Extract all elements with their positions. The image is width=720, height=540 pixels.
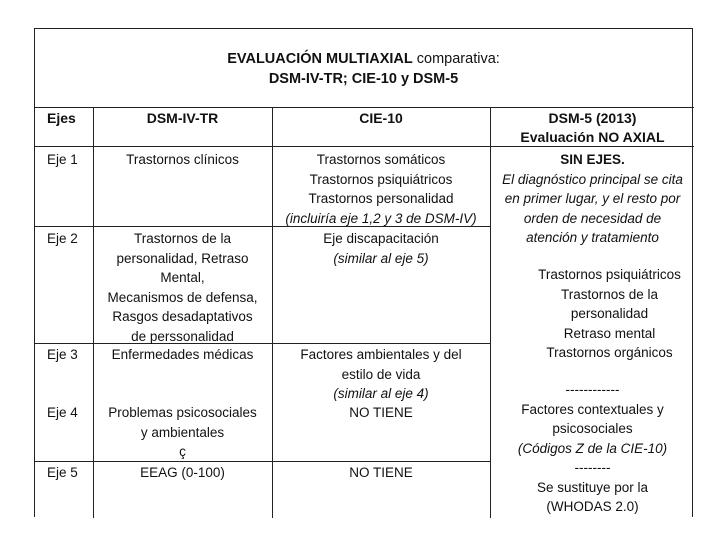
dsm5-sin-ejes: SIN EJES.	[560, 152, 625, 167]
eje2-label: Eje 2	[47, 231, 78, 246]
eje4-cie10: NO TIENE	[349, 405, 413, 420]
eje3-cie10	[272, 345, 490, 404]
dsm5-whodas-line: Se sustituye por la	[536, 479, 649, 495]
eje4-dsm4-line: y ambientales	[140, 424, 225, 440]
dsm5-separator: --------	[574, 460, 611, 475]
eje3-cie10-note: (similar al eje 4)	[333, 386, 429, 401]
header-dsm5-line2: Evaluación NO AXIAL	[520, 129, 665, 145]
dsm5-separator: ------------	[565, 382, 620, 397]
dsm5-whodas-line: (WHODAS 2.0)	[546, 499, 639, 514]
eje1-label: Eje 1	[47, 152, 78, 167]
eje4-dsm4-line: ç	[179, 444, 186, 459]
title-line2: DSM-IV-TR; CIE-10 y DSM-5	[268, 71, 459, 87]
eje2-cie10-line: Eje discapacitación	[323, 231, 439, 246]
eje2-dsm4	[93, 229, 272, 346]
dsm5-disorder-line: Trastornos psiquiátricos	[538, 267, 681, 282]
dsm5-disorders	[508, 265, 711, 363]
eje3-cie10-line: Factores ambientales y del	[300, 347, 462, 362]
eje3-dsm4: Enfermedades médicas	[111, 347, 254, 362]
eje2-cie10	[272, 229, 490, 268]
eje5-label: Eje 5	[47, 465, 78, 480]
eje2-dsm4-line: personalidad, Retraso	[116, 250, 249, 266]
comparison-table	[34, 28, 693, 517]
dsm5-disorder-line: Trastornos de la	[560, 286, 659, 302]
eje2-dsm4-line: Trastornos de la	[133, 231, 232, 246]
eje5-dsm4: EEAG (0-100)	[140, 465, 225, 480]
dsm5-factores	[491, 380, 694, 517]
eje3-label: Eje 3	[47, 347, 78, 362]
dsm5-disorder-line: personalidad	[570, 306, 649, 321]
eje2-dsm4-line: Rasgos desadaptativos	[112, 309, 253, 324]
eje4-dsm4-line: Problemas psicosociales	[108, 405, 257, 420]
dsm5-factores-note: (Códigos Z de la CIE-10)	[517, 440, 668, 456]
eje1-cie10-line: Trastornos somáticos	[316, 152, 446, 167]
eje5-cie10: NO TIENE	[349, 465, 413, 480]
eje1-cie10-line: Trastornos personalidad	[308, 191, 454, 206]
eje2-dsm4-line: Mental,	[160, 270, 205, 285]
header-cie10: CIE-10	[359, 110, 403, 126]
title-line1-rest: comparativa:	[412, 51, 500, 67]
header-dsm5-line1: DSM-5 (2013)	[548, 110, 637, 126]
header-dsm5	[491, 109, 694, 147]
dsm5-disorder-line: Trastornos orgánicos	[546, 345, 673, 360]
dsm5-factores-line: Factores contextuales y	[521, 401, 664, 417]
header-top-rule	[35, 107, 694, 108]
eje1-cie10-note: (incluiría eje 1,2 y 3 de DSM-IV)	[285, 210, 477, 226]
dsm5-intro-line: en primer lugar, y el resto por	[504, 191, 681, 206]
eje1-dsm4: Trastornos clínicos	[126, 152, 239, 167]
eje1-cie10-line: Trastornos psiquiátricos	[309, 171, 453, 187]
eje1-cie10	[272, 150, 490, 228]
eje2-dsm4-line: de perssonalidad	[131, 328, 234, 344]
dsm5-intro-line: orden de necesidad de	[523, 210, 662, 226]
eje2-cie10-note: (similar al eje 5)	[333, 250, 429, 266]
eje2-dsm4-line: Mecanismos de defensa,	[107, 289, 258, 305]
dsm5-intro-line: El diagnóstico principal se cita	[502, 171, 683, 187]
dsm5-intro-line: atención y tratamiento	[526, 230, 659, 245]
table-title	[35, 51, 692, 67]
title-line1-bold: EVALUACIÓN MULTIAXIAL	[227, 51, 413, 67]
eje3-cie10-line: estilo de vida	[341, 366, 421, 382]
header-dsm4: DSM-IV-TR	[146, 110, 219, 126]
dsm5-intro	[491, 150, 694, 248]
eje4-label: Eje 4	[47, 405, 78, 420]
eje4-dsm4	[93, 403, 272, 462]
dsm5-disorder-line: Retraso mental	[563, 325, 656, 341]
dsm5-factores-line: psicosociales	[552, 421, 633, 436]
header-ejes: Ejes	[47, 110, 76, 126]
